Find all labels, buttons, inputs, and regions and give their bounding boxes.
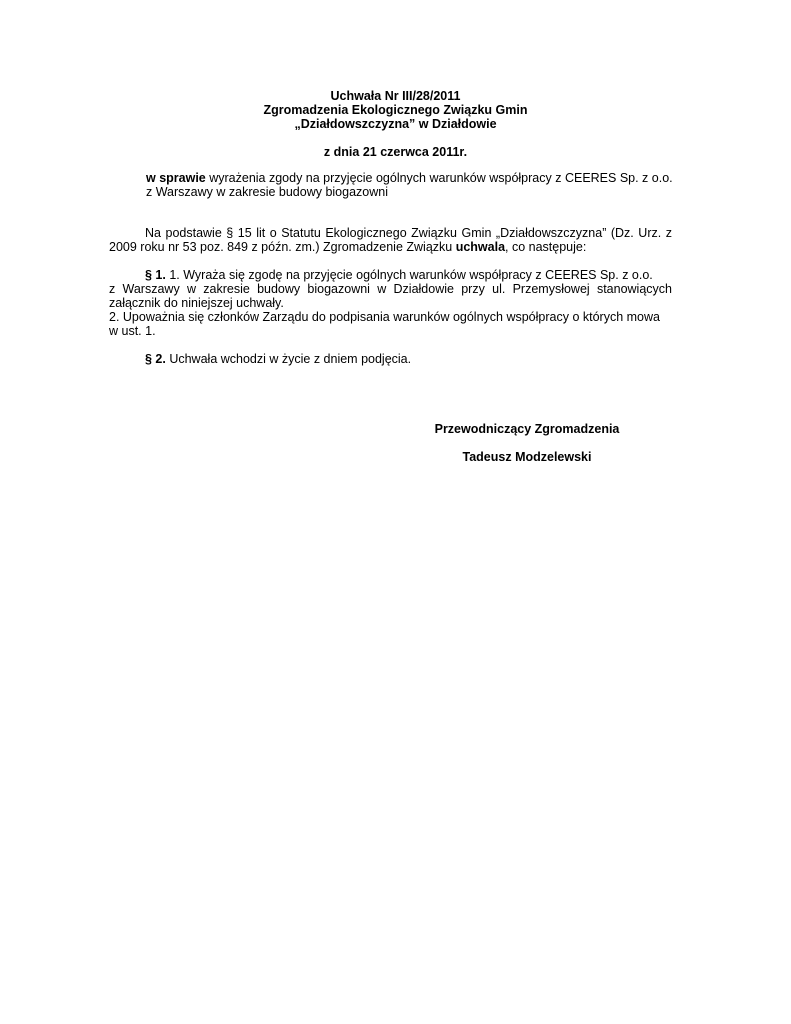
section-2-text: Uchwała wchodzi w życie z dniem podjęcia. bbox=[165, 352, 412, 366]
section-1-paragraph bbox=[109, 268, 672, 338]
section-1-line-5: w ust. 1. bbox=[109, 324, 156, 338]
section-1-line-4: 2. Upoważnia się członków Zarządu do podpisania warunków ogólnych współpracy o których mowa bbox=[109, 310, 660, 324]
subject-lead: w sprawie bbox=[146, 171, 206, 185]
section-2-line bbox=[109, 352, 672, 366]
section-1-line-1 bbox=[109, 268, 672, 282]
section-1-line-2: z Warszawy w zakresie budowy biogazowni w Działdowie przy ul. Przemysłowej stanowiących bbox=[109, 282, 672, 296]
section-1-mark: § 1. bbox=[145, 268, 166, 282]
basis-line-2 bbox=[109, 240, 672, 254]
section-2-mark: § 2. bbox=[145, 352, 166, 366]
resolution-subject bbox=[146, 171, 686, 199]
basis-line-2-text: 2009 roku nr 53 poz. 849 z późn. zm.) Zgromadzenie Związku bbox=[109, 240, 456, 254]
resolution-number: Uchwała Nr III/28/2011 bbox=[330, 89, 461, 103]
basis-line-1: Na podstawie § 15 lit o Statutu Ekologicznego Związku Gmin „Działdowszczyzna” (Dz. Urz. z bbox=[145, 226, 672, 240]
section-2-paragraph bbox=[109, 352, 672, 366]
basis-keyword: uchwala bbox=[455, 240, 506, 254]
subject-line-1 bbox=[146, 171, 686, 185]
resolution-date: z dnia 21 czerwca 2011r. bbox=[323, 145, 468, 159]
signatory-name: Tadeusz Modzelewski bbox=[462, 450, 592, 464]
subject-line-1-text: wyrażenia zgody na przyjęcie ogólnych warunków współpracy z CEERES Sp. z o.o. bbox=[205, 171, 673, 185]
issuing-body-location: „Działdowszczyzna” w Działdowie bbox=[294, 117, 497, 131]
legal-basis-paragraph bbox=[109, 226, 672, 254]
signatory-title: Przewodniczący Zgromadzenia bbox=[434, 422, 620, 436]
document-header bbox=[0, 89, 791, 159]
basis-line-2-end: , co następuje: bbox=[505, 240, 587, 254]
section-1-line-3: załącznik do niniejszej uchwały. bbox=[109, 296, 284, 310]
issuing-body: Zgromadzenia Ekologicznego Związku Gmin bbox=[263, 103, 528, 117]
subject-line-2: z Warszawy w zakresie budowy biogazowni bbox=[146, 185, 388, 199]
section-1-line-1-text: 1. Wyraża się zgodę na przyjęcie ogólnych warunków współpracy z CEERES Sp. z o.o. bbox=[165, 268, 653, 282]
